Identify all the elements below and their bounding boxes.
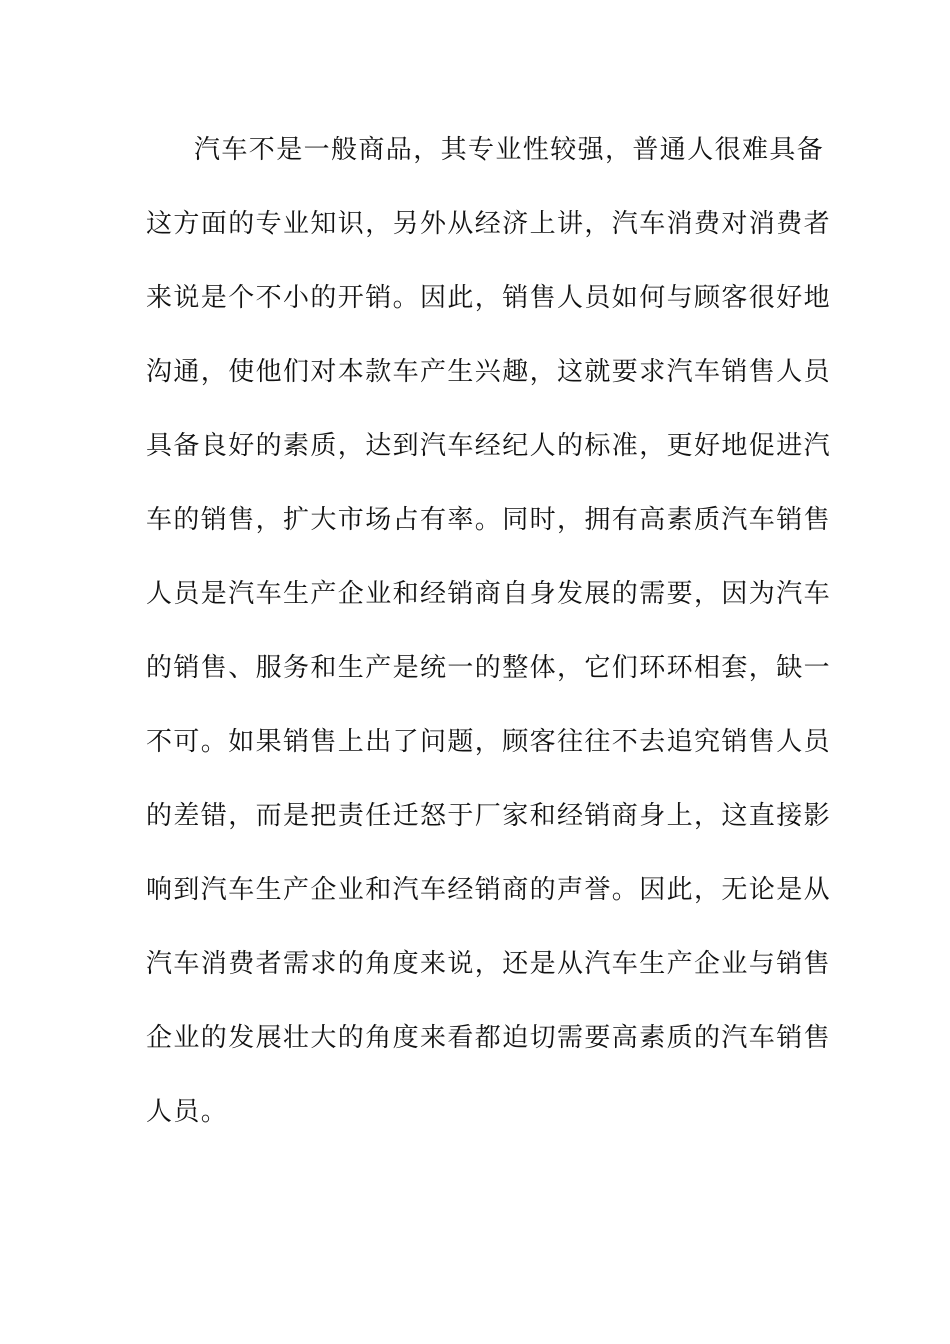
paragraph-line-4: 沟通，使他们对本款车产生兴趣，这就要求汽车销售人员 xyxy=(146,357,832,387)
paragraph-line-9: 不可。如果销售上出了问题，顾客往往不去追究销售人员 xyxy=(146,727,832,757)
paragraph-line-6: 车的销售，扩大市场占有率。同时，拥有高素质汽车销售 xyxy=(146,505,832,535)
paragraph-line-7: 人员是汽车生产企业和经销商自身发展的需要，因为汽车 xyxy=(146,579,832,609)
paragraph-line-14: 人员。 xyxy=(146,1097,229,1127)
paragraph-line-13: 企业的发展壮大的角度来看都迫切需要高素质的汽车销售 xyxy=(146,1023,832,1053)
paragraph-line-10: 的差错，而是把责任迁怒于厂家和经销商身上，这直接影 xyxy=(146,801,832,831)
paragraph-line-5: 具备良好的素质，达到汽车经纪人的标准，更好地促进汽 xyxy=(146,431,832,461)
paragraph-line-11: 响到汽车生产企业和汽车经销商的声誉。因此，无论是从 xyxy=(146,875,832,905)
paragraph-line-8: 的销售、服务和生产是统一的整体，它们环环相套，缺一 xyxy=(146,653,832,683)
paragraph-line-1: 汽车不是一般商品，其专业性较强，普通人很难具备 xyxy=(194,135,825,165)
paragraph-line-12: 汽车消费者需求的角度来说，还是从汽车生产企业与销售 xyxy=(146,949,832,979)
paragraph-line-3: 来说是个不小的开销。因此，销售人员如何与顾客很好地 xyxy=(146,283,832,313)
paragraph-line-2: 这方面的专业知识，另外从经济上讲，汽车消费对消费者 xyxy=(146,209,832,239)
